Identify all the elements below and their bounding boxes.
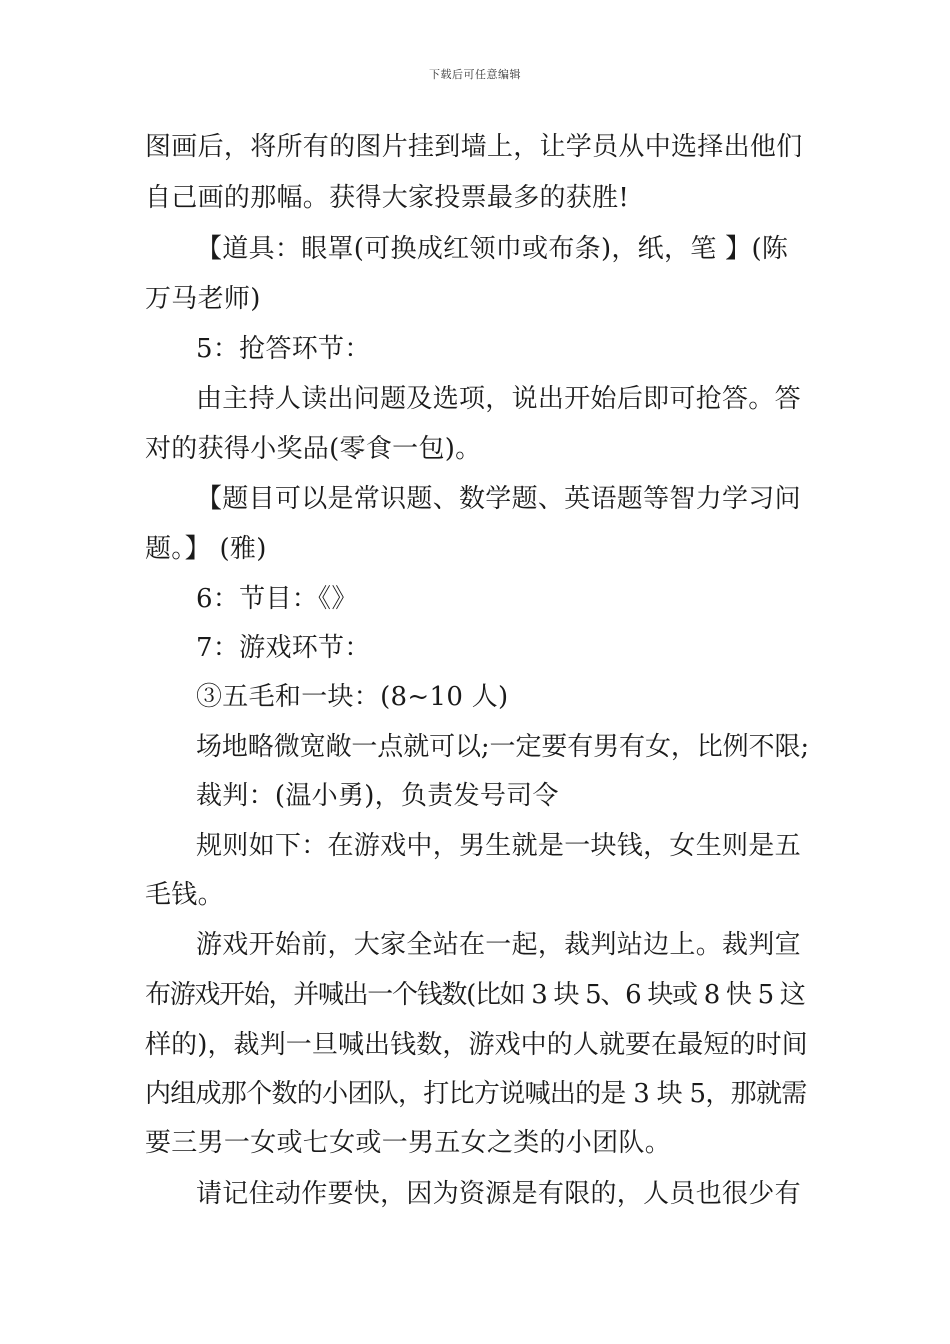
text-line: 图画后，将所有的图片挂到墙上，让学员从中选择出他们 [145,132,803,162]
text-line: 请记住动作要快，因为资源是有限的，人员也很少有 [196,1179,801,1209]
text-line: 布游戏开始，并喊出一个钱数(比如 3 块 5、6 块或 8 快 5 这 [145,980,805,1010]
text-line: 样的)，裁判一旦喊出钱数，游戏中的人就要在最短的时间 [145,1030,808,1060]
text-line: 6：节目：《》 [196,584,358,614]
text-line: 游戏开始前，大家全站在一起，裁判站边上。裁判宣 [196,930,801,960]
text-line: 要三男一女或七女或一男五女之类的小团队。 [145,1128,672,1158]
text-line: 万马老师) [145,284,261,314]
text-line: ③五毛和一块：(8~10 人) [196,682,509,712]
text-line: 对的获得小奖品(零食一包)。 [145,434,482,464]
text-line: 由主持人读出问题及选项，说出开始后即可抢答。答 [196,384,801,414]
page-header: 下载后可任意编辑 [429,68,521,81]
text-line: 裁判：(温小勇)，负责发号司令 [196,781,559,811]
text-line: 内组成那个数的小团队，打比方说喊出的是 3 块 5，那就需 [145,1079,807,1109]
text-line: 5：抢答环节： [196,334,371,364]
text-line: 场地略微宽敞一点就可以;一定要有男有女，比例不限; [196,732,810,762]
text-line: 题。】 (雅) [145,534,267,564]
text-line: 7：游戏环节： [196,633,371,663]
text-line: 规则如下：在游戏中，男生就是一块钱，女生则是五 [196,831,801,861]
text-line: 毛钱。 [145,880,224,910]
text-line: 【道具：眼罩(可换成红领巾或布条)，纸，笔 】(陈 [196,234,789,264]
text-line: 自己画的那幅。获得大家投票最多的获胜! [145,183,630,213]
text-line: 【题目可以是常识题、数学题、英语题等智力学习问 [196,484,801,514]
